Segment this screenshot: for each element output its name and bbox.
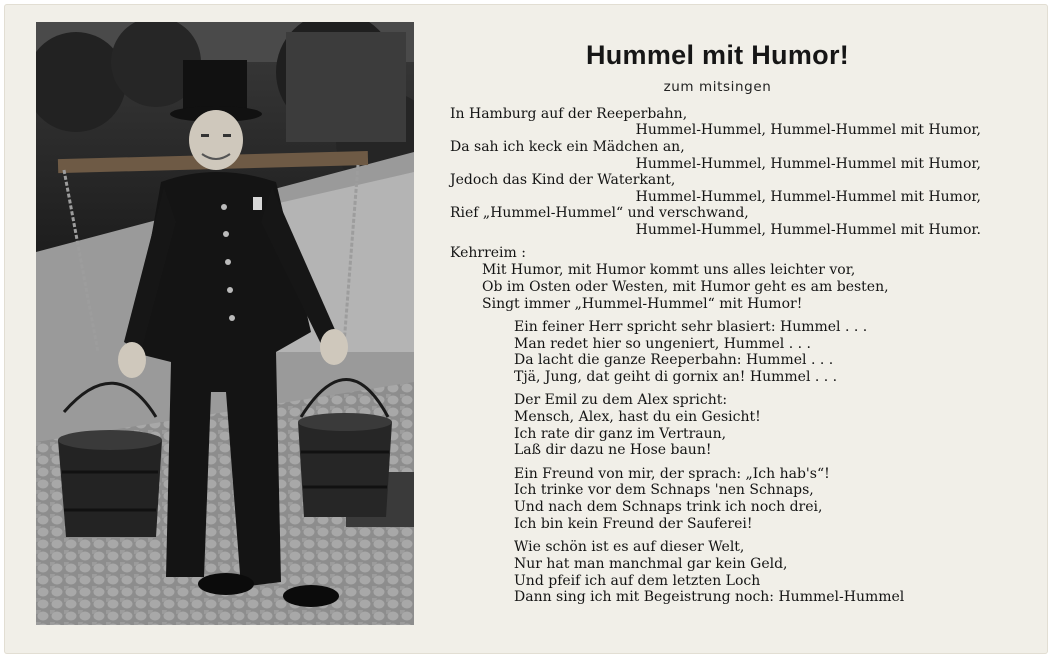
stanza-line: Mensch, Alex, hast du ein Gesicht!: [514, 409, 761, 425]
refrain-line: Singt immer „Hummel-Hummel“ mit Humor!: [482, 296, 803, 312]
stanza-line: Wie schön ist es auf dieser Welt,: [514, 539, 745, 555]
stanza-line: Ich rate dir ganz im Vertraun,: [514, 426, 727, 442]
stanza-line: Tjä, Jung, dat geiht di gornix an! Hummel . . .: [514, 369, 838, 385]
stanza-line: Ein Freund von mir, der sprach: „Ich hab's“!: [514, 466, 830, 482]
stanza-line: Ein feiner Herr spricht sehr blasiert: Hummel . . .: [514, 319, 868, 335]
stanza-line: Der Emil zu dem Alex spricht:: [514, 392, 728, 408]
stanza-line: Da lacht die ganze Reeperbahn: Hummel . . .: [514, 352, 834, 368]
verse-line: In Hamburg auf der Reeperbahn,: [450, 106, 688, 122]
stanza-line: Und nach dem Schnaps trink ich noch drei,: [514, 499, 823, 515]
photo-water-carrier: [36, 22, 414, 625]
stanza-line: Und pfeif ich auf dem letzten Loch: [514, 573, 761, 589]
verse-line: Hummel-Hummel, Hummel-Hummel mit Humor,: [635, 189, 981, 205]
verse-line: Hummel-Hummel, Hummel-Hummel mit Humor.: [635, 222, 981, 238]
song-subtitle: zum mitsingen: [663, 79, 772, 95]
stanza-line: Laß dir dazu ne Hose baun!: [514, 442, 712, 458]
refrain-label: Kehrreim :: [450, 245, 526, 261]
song-title: Hummel mit Humor!: [585, 40, 850, 70]
stanza-line: Nur hat man manchmal gar kein Geld,: [514, 556, 788, 572]
refrain-line: Mit Humor, mit Humor kommt uns alles leichter vor,: [482, 262, 856, 278]
verse-line: Rief „Hummel-Hummel“ und verschwand,: [450, 205, 749, 221]
stanza-line: Dann sing ich mit Begeistrung noch: Hummel-Hummel: [514, 589, 905, 605]
stanza-line: Man redet hier so ungeniert, Hummel . . .: [514, 336, 811, 352]
verse-line: Da sah ich keck ein Mädchen an,: [450, 139, 685, 155]
refrain-line: Ob im Osten oder Westen, mit Humor geht es am besten,: [482, 279, 889, 295]
verse-line: Jedoch das Kind der Waterkant,: [450, 172, 676, 188]
stanza-line: Ich trinke vor dem Schnaps 'nen Schnaps,: [514, 482, 814, 498]
stanza-line: Ich bin kein Freund der Sauferei!: [514, 516, 753, 532]
verse-line: Hummel-Hummel, Hummel-Hummel mit Humor,: [635, 122, 981, 138]
verse-line: Hummel-Hummel, Hummel-Hummel mit Humor,: [635, 156, 981, 172]
